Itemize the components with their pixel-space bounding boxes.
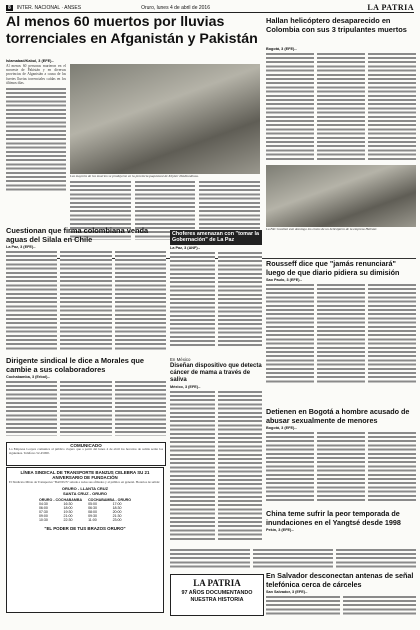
china-headline: China teme sufrir la peor temporada de inundaciones en el Yangtsé desde 1998 (266, 510, 401, 527)
choferes-headline: Choferes amenazan con "tomar la Gobernación" de La Paz (172, 231, 260, 244)
morales-story (6, 356, 166, 440)
house-ad-logo: LA PATRIA (193, 578, 241, 588)
table-row (36, 518, 134, 522)
bus-ad-title: LÍNEA SINDICAL DE TRANSPORTE BANZUS CELEBRA SU 21 ANIVERSARIO DE FUNDACIÓN (20, 470, 150, 480)
comunicado-box (6, 442, 166, 466)
china-text-col1 (170, 548, 250, 570)
chile-text-col1 (6, 250, 57, 350)
salvador-headline: En Salvador desconectan antenas de señal telefónica cerca de cárceles (266, 572, 414, 589)
helicopter-photo-caption: La FAC localizó este domingo los restos de un helicóptero de la empresa Helistar. (266, 227, 378, 231)
sched-cell: 21:30 (112, 513, 122, 518)
main-text-col1 (6, 87, 66, 192)
china-text-col2 (253, 548, 333, 570)
morales-text-col2 (60, 380, 111, 436)
sched-cell: 17:00 (112, 501, 122, 506)
sched-cell: 22:30 (63, 517, 73, 522)
sched-cell: 06:30 (88, 505, 98, 510)
mexico-headline: Diseñan dispositivo que detecta cáncer de mama a través de saliva (170, 363, 262, 383)
bus-route-1: ORURO - LLANTA CRUZ (61, 485, 109, 491)
choferes-story (170, 230, 262, 354)
sched-cell: 16:30 (63, 501, 73, 506)
rousseff-byline: Sao Paulo, 3 (EFE).- (266, 278, 302, 283)
bogota-story (266, 408, 416, 508)
page-header (6, 3, 414, 13)
salvador-story (266, 572, 416, 628)
rousseff-headline: Rousseff dice que "jamás renunciará" luego de que diario pidiera su dimisión (266, 260, 400, 277)
choferes-byline: La Paz, 3 (ANF).- (170, 245, 200, 250)
chile-story (6, 226, 166, 354)
comunicado-title: COMUNICADO (70, 443, 102, 448)
main-byline: Islamabad/Kabul, 3 (EFE).- (6, 59, 54, 63)
salvador-text-col2 (343, 595, 417, 617)
sched-cell: 21:00 (63, 513, 73, 518)
helicopter-headline: Hallan helicóptero desaparecido en Colombia con sus 3 tripulantes muertos (266, 16, 407, 34)
main-photo-caption: Las mayoría de los muertos se produjeron en la provincia paquistaní de Khyber Pakhtunkhwa. (70, 174, 199, 178)
section-label: INTER. NACIONAL · ANSES (16, 4, 82, 11)
morales-text-col3 (115, 380, 166, 436)
sched-cell: 11:00 (88, 517, 97, 522)
bus-ad-slogan: "EL PODER DE TUS BRAZOS ORURO" (44, 525, 126, 531)
bus-schedule-table (36, 498, 134, 522)
sched-cell: 09:00 (38, 513, 48, 518)
page-number: 8 (8, 4, 11, 11)
newspaper-logo: LA PATRIA (367, 3, 414, 12)
helicopter-byline: Bogotá, 3 (EFE).- (266, 47, 297, 51)
mexico-text-col1 (170, 390, 215, 540)
sched-cell: 19:30 (63, 509, 73, 514)
bogota-text-col3 (368, 431, 416, 501)
helicopter-text-col1 (266, 52, 314, 162)
china-story-body (170, 548, 416, 570)
rousseff-text-col2 (317, 283, 365, 383)
bogota-byline: Bogotá, 3 (EFE).- (266, 426, 297, 431)
morales-byline: Cochabamba, 3 (Erbol).- (6, 375, 50, 379)
chile-headline: Cuestionan que firma colombiana venda aguas del Silala en Chile (6, 226, 149, 244)
mexico-byline: México, 3 (EFE).- (170, 385, 201, 389)
comunicado-text: La Empresa Loayza comunica al público viajero que a partir del lunes 4 de abril los horarios de salida serán los siguientes. Teléfono 52-45000. (9, 447, 163, 455)
house-ad-tagline: 97 AÑOS DOCUMENTANDO NUESTRA HISTORIA (181, 590, 253, 603)
sched-cell: 20:00 (112, 509, 122, 514)
sched-cell: 06:00 (38, 505, 48, 510)
sched-header-1: ORURO - COCHABAMBA (38, 497, 83, 502)
choferes-text-col2 (218, 251, 263, 346)
bus-ad-body: El Sindicato Mixto de Transportes "BANZUS" saluda a todos sus afiliados y al público en general. Horarios de salida: (9, 480, 160, 484)
sched-cell: 05:00 (88, 501, 98, 506)
issue-date: Oruro, lunes 4 de abril de 2016 (141, 4, 210, 11)
sched-cell: 09:30 (88, 513, 98, 518)
rousseff-text-col1 (266, 283, 314, 383)
helicopter-story-header (266, 16, 416, 46)
sched-header-2: COCHABAMBA - ORURO (88, 497, 132, 502)
bogota-text-col2 (317, 431, 365, 501)
main-lead: Al menos 60 personas murieron en el noroeste de Pakistán y en diversas provincias de Afganistán a causa de las fuertes lluvias torrenciales caídas en los últimos días. (6, 64, 66, 85)
choferes-text-col1 (170, 251, 215, 346)
bus-line-ad (6, 467, 164, 613)
mexico-story (170, 356, 262, 546)
bogota-headline: Detienen en Bogotá a hombre acusado de abusar sexualmente de menores (266, 408, 410, 425)
sched-cell: 04:30 (38, 501, 48, 506)
helicopter-story-body (266, 46, 416, 254)
sched-cell: 08:00 (88, 509, 98, 514)
sched-cell: 18:30 (112, 505, 122, 510)
morales-headline: Dirigente sindical le dice a Morales que cambie a sus colaboradores (6, 356, 145, 374)
bus-route-2: SANTA CRUZ - ORURO (63, 490, 107, 496)
sched-cell: 10:30 (38, 517, 48, 522)
main-story-header (6, 14, 260, 56)
house-ad (170, 574, 264, 616)
salvador-byline: San Salvador, 3 (EFE).- (266, 590, 308, 595)
sched-cell: 18:00 (63, 505, 73, 510)
helicopter-text-col2 (317, 52, 365, 162)
main-photo (70, 64, 260, 174)
mexico-section-label: En México (170, 357, 191, 362)
main-headline: Al menos 60 muertos por lluvias torrenciales en Afganistán y Pakistán (6, 14, 258, 47)
chile-byline: La Paz, 3 (EFE).- (6, 245, 36, 249)
choferes-headline-box (170, 230, 262, 245)
china-story (266, 510, 416, 548)
mexico-text-col2 (218, 390, 263, 540)
salvador-text-col1 (266, 595, 340, 617)
sched-cell: 07:30 (38, 509, 48, 514)
morales-text-col1 (6, 380, 57, 436)
china-byline: Pekín, 3 (EFE).- (266, 528, 294, 533)
china-text-col3 (336, 548, 416, 570)
sched-cell: 23:00 (112, 517, 122, 522)
chile-text-col2 (60, 250, 111, 350)
bogota-text-col1 (266, 431, 314, 501)
rousseff-story (266, 260, 416, 404)
helicopter-photo (266, 165, 416, 227)
helicopter-text-col3 (368, 52, 416, 162)
chile-text-col3 (115, 250, 166, 350)
rousseff-text-col3 (368, 283, 416, 383)
